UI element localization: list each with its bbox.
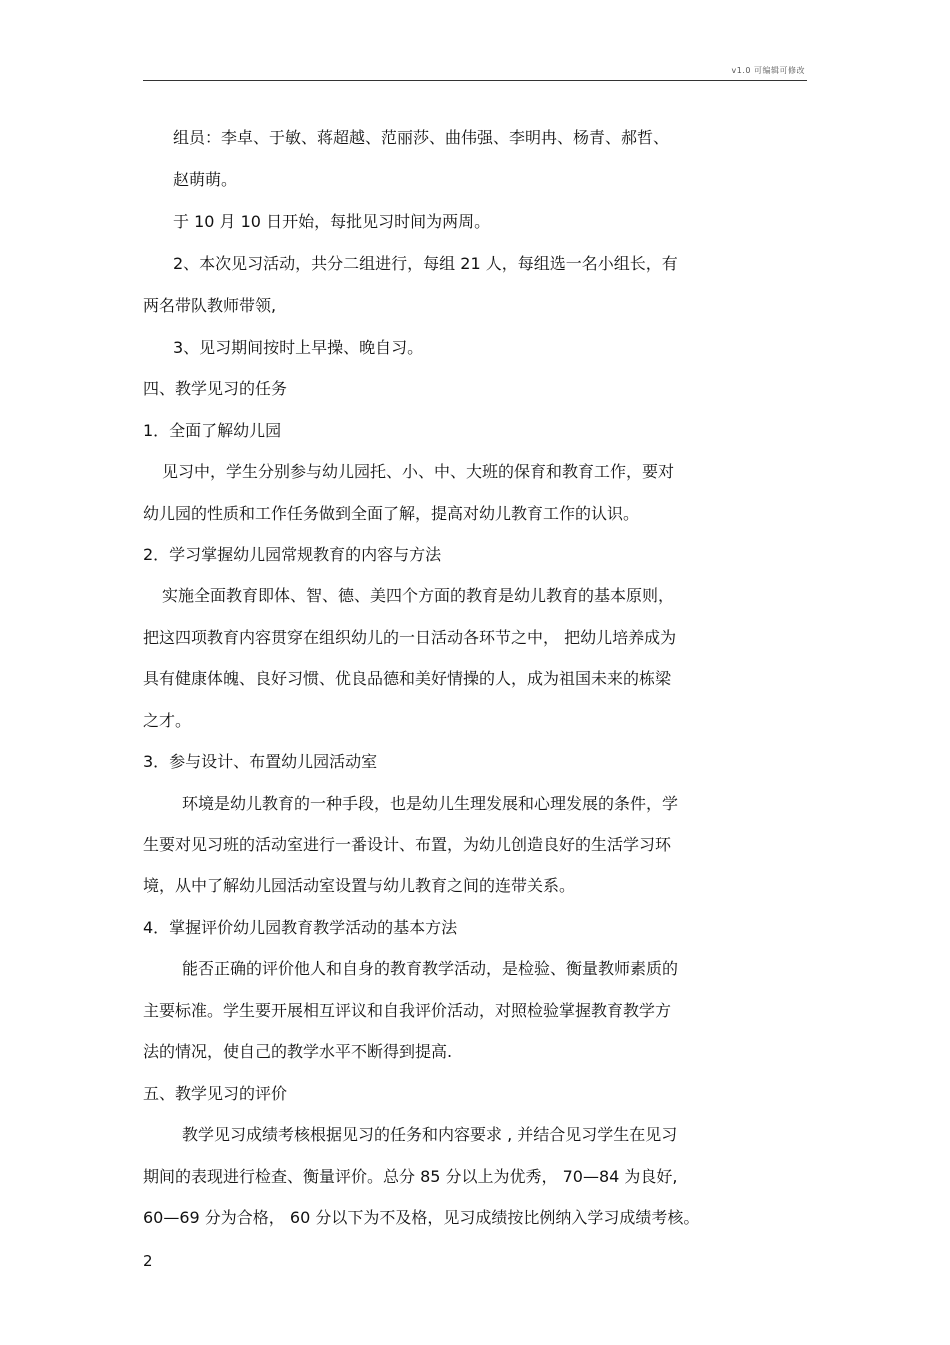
- task-3-line-2: 生要对见习班的活动室进行一番设计、布置，为幼儿创造良好的生活学习环: [143, 835, 672, 854]
- members-line-2: 赵萌萌。: [173, 170, 238, 189]
- members-line-1: 组员：李卓、于敏、蒋超越、范丽莎、曲伟强、李明冉、杨青、郝哲、: [173, 128, 670, 147]
- evaluation-line-1: 教学见习成绩考核根据见习的任务和内容要求 , 并结合见习学生在见习: [182, 1125, 678, 1144]
- task-2-line-3: 具有健康体魄、良好习惯、优良品德和美好情操的人，成为祖国未来的栋梁: [143, 669, 672, 688]
- task-2-line-1: 实施全面教育即体、智、德、美四个方面的教育是幼儿教育的基本原则，: [162, 586, 675, 605]
- evaluation-line-2: 期间的表现进行检查、衡量评价。总分 85 分以上为优秀， 70—84 为良好,: [143, 1167, 678, 1186]
- task-2-line-2: 把这四项教育内容贯穿在组织幼儿的一日活动各环节之中， 把幼儿培养成为: [143, 628, 677, 647]
- task-1-heading: 1．全面了解幼儿园: [143, 421, 282, 440]
- header-rule: [143, 80, 807, 81]
- task-4-line-1: 能否正确的评价他人和自身的教育教学活动，是检验、衡量教师素质的: [182, 959, 679, 978]
- task-4-line-3: 法的情况，使自己的教学水平不断得到提高.: [143, 1042, 453, 1061]
- item-2-line-1: 2、本次见习活动，共分二组进行，每组 21 人，每组选一名小组长，有: [173, 254, 678, 273]
- schedule-line: 于 10 月 10 日开始，每批见习时间为两周。: [173, 212, 491, 231]
- task-4-heading: 4．掌握评价幼儿园教育教学活动的基本方法: [143, 918, 458, 937]
- item-3-line: 3、见习期间按时上早操、晚自习。: [173, 338, 424, 357]
- task-3-line-3: 境，从中了解幼儿园活动室设置与幼儿教育之间的连带关系。: [143, 876, 576, 895]
- task-4-line-2: 主要标准。学生要开展相互评议和自我评价活动，对照检验掌握教育教学方: [143, 1001, 672, 1020]
- evaluation-line-3: 60—69 分为合格， 60 分以下为不及格，见习成绩按比例纳入学习成绩考核。: [143, 1208, 700, 1227]
- section-5-heading: 五、教学见习的评价: [143, 1084, 288, 1103]
- item-2-line-2: 两名带队教师带领,: [143, 296, 277, 315]
- task-3-line-1: 环境是幼儿教育的一种手段，也是幼儿生理发展和心理发展的条件，学: [182, 794, 679, 813]
- version-label: v1.0 可编辑可修改: [731, 66, 805, 75]
- task-1-line-2: 幼儿园的性质和工作任务做到全面了解，提高对幼儿教育工作的认识。: [143, 504, 640, 523]
- section-4-heading: 四、教学见习的任务: [143, 379, 288, 398]
- task-1-line-1: 见习中，学生分别参与幼儿园托、小、中、大班的保育和教育工作，要对: [162, 462, 675, 481]
- page-number: 2: [143, 1252, 153, 1270]
- task-2-heading: 2．学习掌握幼儿园常规教育的内容与方法: [143, 545, 442, 564]
- task-3-heading: 3．参与设计、布置幼儿园活动室: [143, 752, 378, 771]
- task-2-line-4: 之才。: [143, 711, 192, 730]
